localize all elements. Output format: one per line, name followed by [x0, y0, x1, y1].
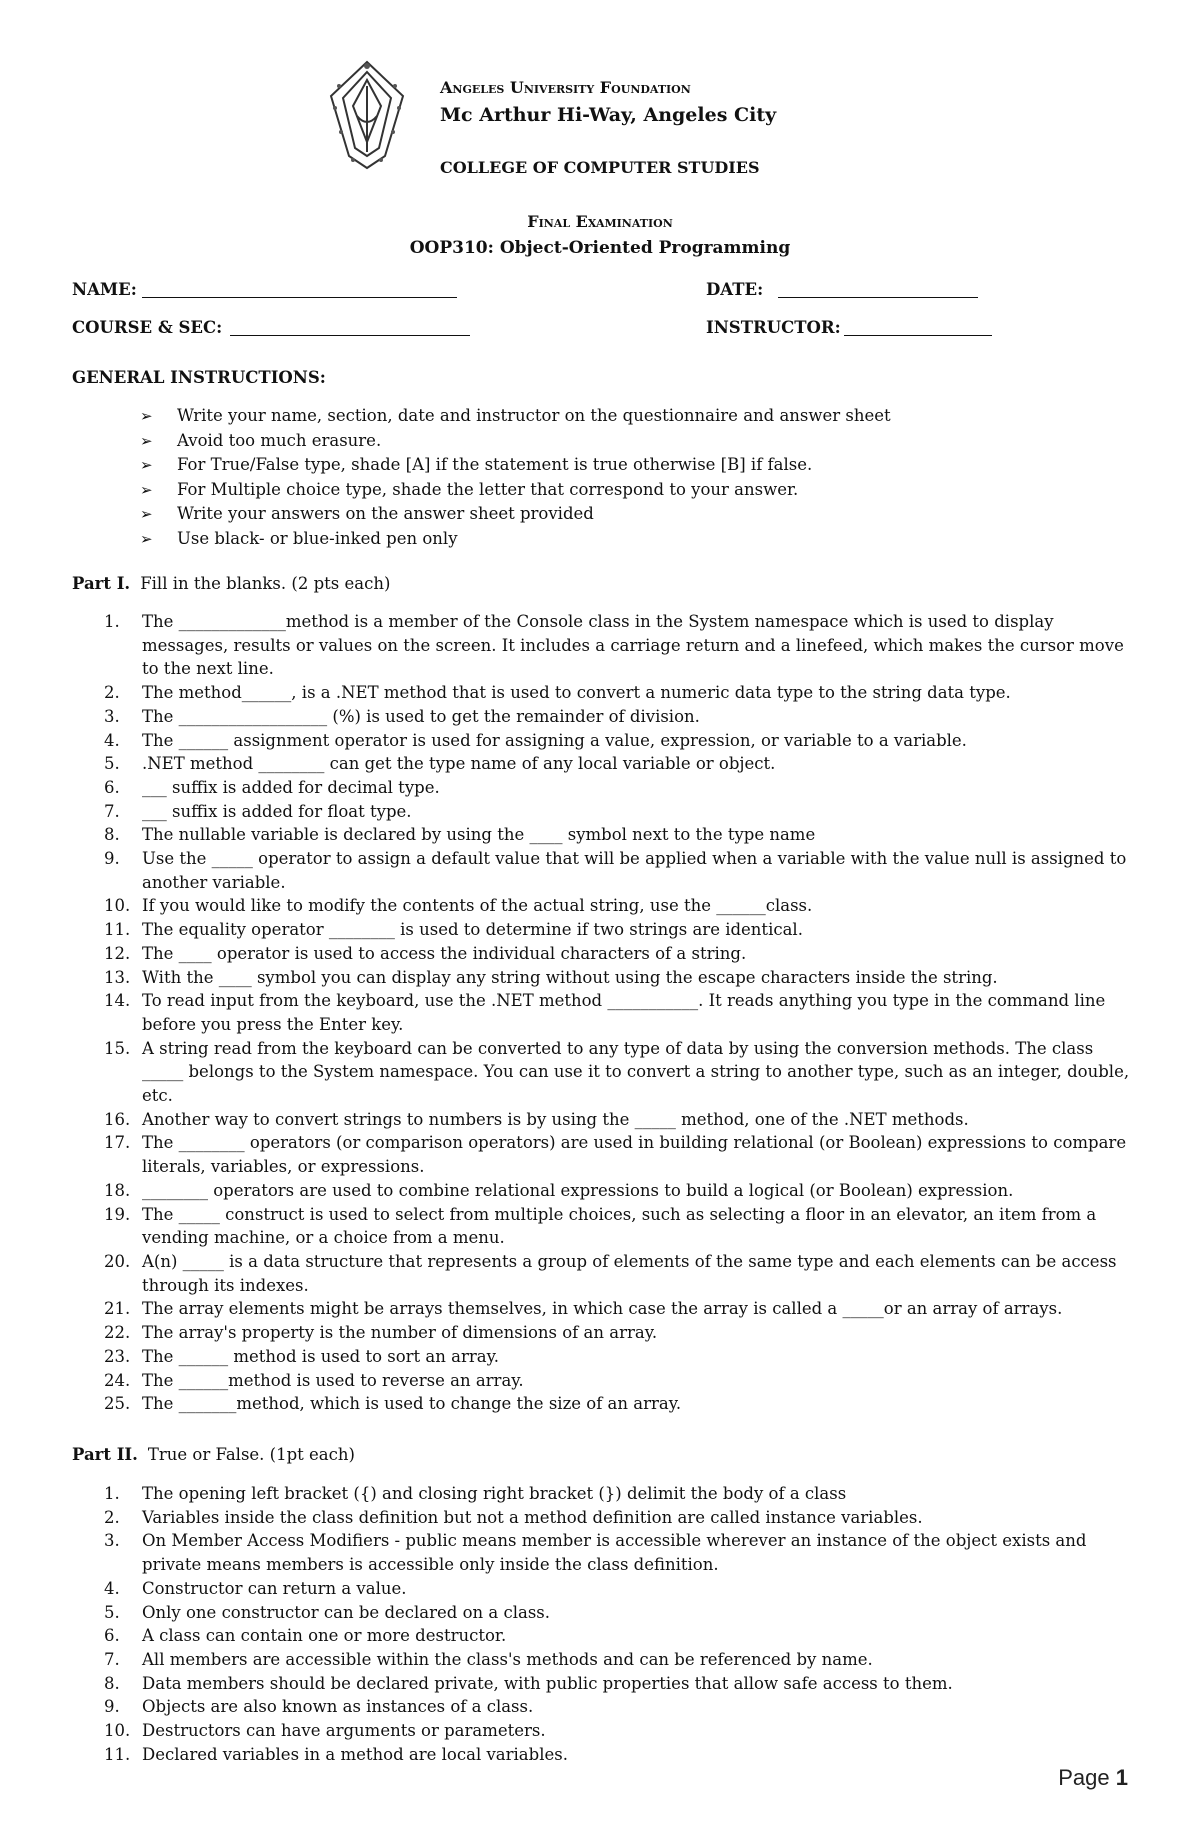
question-number: 4. [104, 730, 120, 750]
question-number: 2. [104, 683, 120, 703]
question-text: The array elements might be arrays themselves, in which case the array is called a _____or an array of arrays. [142, 1299, 1063, 1319]
question-number: 17. [104, 1133, 131, 1153]
course-title: OOP310: Object-Oriented Programming [409, 238, 791, 258]
question-number: 7. [104, 801, 120, 821]
question-number: 22. [104, 1323, 131, 1343]
question-number: 16. [104, 1109, 131, 1129]
arrow-bullet-icon: ➢ [140, 480, 153, 499]
question-number: 7. [104, 1649, 120, 1669]
question-text: The ________ operators (or comparison operators) are used in building relational (or Boolean) expressions to compare literals, variables, or expressions. [142, 1133, 1127, 1177]
course-sec-field[interactable] [230, 335, 470, 336]
question-text: .NET method ________ can get the type name of any local variable or object. [142, 754, 776, 774]
instructor-label: INSTRUCTOR: [706, 318, 841, 337]
question-number: 5. [104, 754, 120, 774]
question-item [72, 989, 1132, 1036]
question-text: Use the _____ operator to assign a default value that will be applied when a variable with the value null is assigned to another variable. [142, 849, 1127, 892]
instruction-item: ➢ For True/False type, shade [A] if the statement is true otherwise [B] if false. [140, 453, 891, 478]
question-item [72, 610, 1132, 681]
question-text: The _______method, which is used to change the size of an array. [142, 1394, 682, 1414]
question-text: Variables inside the class definition but not a method definition are called instance variables. [142, 1507, 923, 1527]
part1-question-list [72, 610, 1132, 1416]
question-number: 11. [104, 920, 131, 940]
instructor-field[interactable] [844, 335, 992, 336]
question-text: ___ suffix is added for float type. [142, 801, 412, 821]
question-item [72, 800, 1132, 824]
question-number: 3. [104, 706, 120, 726]
question-number: 11. [104, 1744, 131, 1764]
name-label: NAME: [72, 280, 137, 299]
arrow-bullet-icon: ➢ [140, 431, 153, 450]
question-item [72, 1108, 1132, 1132]
question-item [72, 1392, 1132, 1416]
question-number: 18. [104, 1180, 131, 1200]
question-number: 21. [104, 1299, 131, 1319]
question-number: 1. [104, 612, 120, 631]
question-number: 19. [104, 1204, 131, 1224]
name-field[interactable] [142, 297, 457, 298]
part2-question-list [72, 1482, 1132, 1766]
question-text: All members are accessible within the class's methods and can be referenced by name. [142, 1649, 873, 1669]
question-number: 5. [104, 1602, 120, 1622]
question-number: 6. [104, 1626, 120, 1646]
question-text: The equality operator ________ is used to determine if two strings are identical. [142, 920, 803, 940]
question-item [72, 1179, 1132, 1203]
question-text: Destructors can have arguments or parameters. [142, 1721, 546, 1741]
question-number: 10. [104, 1721, 131, 1741]
question-text: ________ operators are used to combine relational expressions to build a logical (or Boolean) expression. [142, 1180, 1014, 1200]
question-item [72, 1624, 1132, 1648]
question-item [72, 1577, 1132, 1601]
question-number: 24. [104, 1370, 131, 1390]
question-item [72, 1506, 1132, 1530]
part1-heading [72, 574, 390, 593]
question-number: 1. [104, 1484, 120, 1503]
general-instructions-list [140, 404, 891, 552]
university-seal-logo [325, 56, 409, 172]
question-text: The opening left bracket ({) and closing right bracket (}) delimit the body of a class [142, 1484, 847, 1503]
part2-label: Part II. [72, 1445, 138, 1464]
page-number: 1 [1115, 1765, 1128, 1790]
question-text: The ______method is used to reverse an array. [142, 1370, 524, 1390]
course-sec-label: COURSE & SEC: [72, 318, 223, 337]
question-item [72, 1037, 1132, 1108]
question-item [72, 1719, 1132, 1743]
instruction-item: ➢ Write your answers on the answer sheet provided [140, 502, 891, 527]
question-item [72, 705, 1132, 729]
question-text: The _____ construct is used to select from multiple choices, such as selecting a floor in an elevator, an item from a vending machine, or a choice from a menu. [142, 1204, 1097, 1248]
general-instructions-title: GENERAL INSTRUCTIONS: [72, 368, 326, 387]
question-text: Another way to convert strings to numbers is by using the _____ method, one of the .NET methods. [142, 1109, 969, 1129]
question-text: Only one constructor can be declared on a class. [142, 1602, 551, 1622]
question-item [72, 776, 1132, 800]
question-text: A(n) _____ is a data structure that represents a group of elements of the same type and each elements can be access through its indexes. [142, 1251, 1117, 1295]
arrow-bullet-icon: ➢ [140, 456, 153, 475]
arrow-bullet-icon: ➢ [140, 505, 153, 524]
question-item [72, 1345, 1132, 1369]
question-text: Constructor can return a value. [142, 1578, 407, 1598]
university-name: Angeles University Foundation [440, 78, 691, 97]
arrow-bullet-icon: ➢ [140, 407, 153, 425]
instruction-item: ➢ Avoid too much erasure. [140, 429, 891, 454]
question-number: 12. [104, 943, 131, 963]
question-text: The ____ operator is used to access the individual characters of a string. [142, 943, 747, 963]
instruction-item: ➢ Use black- or blue-inked pen only [140, 527, 891, 552]
question-item [72, 1297, 1132, 1321]
question-number: 8. [104, 825, 120, 845]
question-item [72, 1529, 1132, 1576]
date-label: DATE: [706, 280, 764, 299]
arrow-bullet-icon: ➢ [140, 529, 153, 548]
question-item [72, 1203, 1132, 1250]
question-number: 6. [104, 777, 120, 797]
question-item [72, 1672, 1132, 1696]
question-item [72, 942, 1132, 966]
question-item [72, 1695, 1132, 1719]
part2-heading [72, 1445, 355, 1464]
question-text: Data members should be declared private, with public properties that allow safe access to them. [142, 1673, 953, 1693]
question-item [72, 966, 1132, 990]
question-text: The ______ method is used to sort an array. [142, 1346, 499, 1366]
question-item [72, 1321, 1132, 1345]
question-item [72, 1743, 1132, 1767]
question-item [72, 681, 1132, 705]
question-number: 20. [104, 1251, 131, 1271]
question-number: 4. [104, 1578, 120, 1598]
question-number: 15. [104, 1038, 131, 1058]
question-text: A string read from the keyboard can be converted to any type of data by using the conversion methods. The class _____ belongs to the System namespace. You can use it to convert a string to another type, such as an integer, double, etc. [142, 1038, 1130, 1106]
question-item [72, 1250, 1132, 1297]
question-item [72, 752, 1132, 776]
question-number: 10. [104, 896, 131, 916]
question-text: On Member Access Modifiers - public means member is accessible wherever an instance of the object exists and private means members is accessible only inside the class definition. [142, 1531, 1087, 1575]
question-number: 14. [104, 991, 131, 1011]
question-item [72, 1369, 1132, 1393]
question-item [72, 1482, 1132, 1506]
question-text: To read input from the keyboard, use the .NET method ___________. It reads anything you type in the command line before you press the Enter key. [142, 991, 1106, 1034]
question-text: If you would like to modify the contents of the actual string, use the ______class. [142, 896, 813, 916]
question-number: 23. [104, 1346, 131, 1366]
question-number: 9. [104, 849, 120, 869]
instruction-item: ➢ For Multiple choice type, shade the letter that correspond to your answer. [140, 478, 891, 503]
question-text: Declared variables in a method are local variables. [142, 1744, 568, 1764]
question-number: 13. [104, 967, 131, 987]
question-text: The __________________ (%) is used to get the remainder of division. [142, 706, 700, 726]
college-name: COLLEGE OF COMPUTER STUDIES [440, 158, 760, 177]
question-item [72, 1131, 1132, 1178]
question-number: 25. [104, 1394, 131, 1414]
question-item [72, 823, 1132, 847]
question-text: The array's property is the number of dimensions of an array. [142, 1323, 658, 1343]
part2-title: True or False. (1pt each) [147, 1445, 355, 1464]
question-text: The ______ assignment operator is used for assigning a value, expression, or variable to a variable. [142, 730, 967, 750]
question-text: With the ____ symbol you can display any string without using the escape characters inside the string. [142, 967, 998, 987]
question-item [72, 1601, 1132, 1625]
question-number: 3. [104, 1531, 120, 1551]
question-text: The _____________method is a member of the Console class in the System namespace which is used to display messages, results or values on the screen. It includes a carriage return and a linefeed, which makes the cursor move to the next line. [142, 612, 1124, 679]
question-text: ___ suffix is added for decimal type. [142, 777, 440, 797]
question-text: A class can contain one or more destructor. [142, 1626, 507, 1646]
question-text: The nullable variable is declared by using the ____ symbol next to the type name [142, 825, 816, 845]
question-item [72, 729, 1132, 753]
question-item [72, 894, 1132, 918]
part1-label: Part I. [72, 574, 131, 593]
exam-title: Final Examination [527, 212, 673, 231]
question-item [72, 847, 1132, 894]
question-text: Objects are also known as instances of a class. [142, 1697, 534, 1717]
page-label: Page [1058, 1765, 1110, 1790]
question-item [72, 1648, 1132, 1672]
instruction-item: ➢ Write your name, section, date and instructor on the questionnaire and answer sheet [140, 404, 891, 429]
question-text: The method______, is a .NET method that is used to convert a numeric data type to the string data type. [142, 683, 1011, 703]
date-field[interactable] [778, 297, 978, 298]
part1-title: Fill in the blanks. (2 pts each) [140, 574, 391, 593]
university-address: Mc Arthur Hi-Way, Angeles City [440, 104, 777, 126]
question-item [72, 918, 1132, 942]
question-number: 2. [104, 1507, 120, 1527]
question-number: 8. [104, 1673, 120, 1693]
page-footer [1058, 1765, 1128, 1791]
question-number: 9. [104, 1697, 120, 1717]
